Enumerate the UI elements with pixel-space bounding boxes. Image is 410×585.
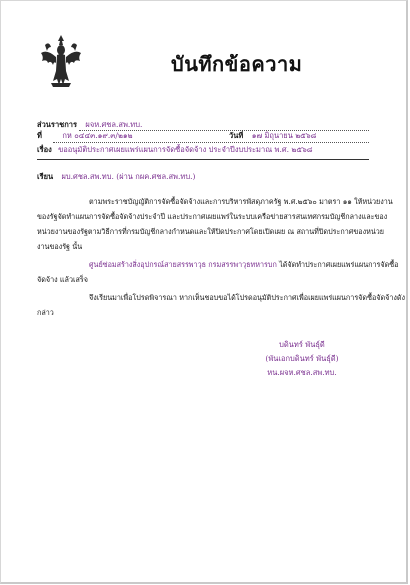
para2-line1 bbox=[89, 258, 399, 273]
agency-value: ผจห.ศชล.สพ.ทบ. bbox=[85, 120, 143, 129]
subject-label: เรื่อง bbox=[37, 145, 52, 154]
para3-line1: จึงเรียนมาเพื่อโปรดพิจารณา หากเห็นชอบขอได้โปรดอนุมัติประกาศเพื่อเผยแพร่แผนการจัดซื้อจัดจ้างดัง bbox=[89, 293, 406, 302]
garuda-emblem-icon bbox=[39, 33, 83, 91]
ref-dotted-line bbox=[53, 142, 369, 143]
to-value: ผบ.ศชล.สพ.ทบ. (ผ่าน กผค.ศชล.สพ.ทบ.) bbox=[61, 172, 196, 181]
ref-label: ที่ bbox=[37, 131, 42, 140]
memo-title: บันทึกข้อความ bbox=[171, 52, 303, 76]
to-label: เรียน bbox=[37, 172, 54, 181]
para1-line3: หน่วยงานของรัฐตามวิธีการที่กรมบัญชีกลางกำหนดและให้ปิดประกาศโดยเปิดเผย ณ สถานที่ปิดประกาศของหน่วย bbox=[37, 227, 384, 236]
signature-name: บดินทร์ พันธุ์ดี bbox=[279, 340, 325, 349]
ref-value: กห ๐๔๔๓.๑๙.๓/๒๑๒ bbox=[62, 131, 133, 140]
date-value: ๑๗ มิถุนายน ๒๕๖๘ bbox=[251, 131, 317, 140]
para1-line1: ตามพระราชบัญญัติการจัดซื้อจัดจ้างและการบริหารพัสดุภาครัฐ พ.ศ.๒๕๖๐ มาตรา ๑๑ ให้หน่วยงาน bbox=[89, 197, 393, 206]
para3-line2: กล่าว bbox=[37, 308, 54, 317]
signature-full-name: (พันเอกบดินทร์ พันธุ์ดี) bbox=[265, 354, 339, 363]
para1-line2: ของรัฐจัดทำแผนการจัดซื้อจัดจ้างประจำปี และประกาศเผยแพร่ในระบบเครือข่ายสารสนเทศกรมบัญชีกลางและของ bbox=[37, 212, 388, 221]
date-label: วันที่ bbox=[229, 131, 244, 140]
para1-line4: งานของรัฐ นั้น bbox=[37, 242, 83, 251]
para2-line2: จัดจ้าง แล้วเสร็จ bbox=[37, 275, 88, 284]
para2-line1-rest: ได้จัดทำประกาศเผยแพร่แผนการจัดซื้อ bbox=[276, 260, 399, 269]
subject-value: ขออนุมัติประกาศเผยแพร่แผนการจัดซื้อจัดจ้าง ประจำปีงบประมาณ พ.ศ. ๒๕๖๘ bbox=[58, 145, 313, 154]
unit-name: ศูนย์ซ่อมสร้างสิ่งอุปกรณ์สายสรรพาวุธ กรมสรรพาวุธทหารบก bbox=[89, 260, 277, 269]
subject-underline bbox=[37, 159, 369, 160]
signature-position: หน.ผจห.ศชล.สพ.ทบ. bbox=[267, 368, 337, 377]
agency-label: ส่วนราชการ bbox=[37, 120, 78, 129]
